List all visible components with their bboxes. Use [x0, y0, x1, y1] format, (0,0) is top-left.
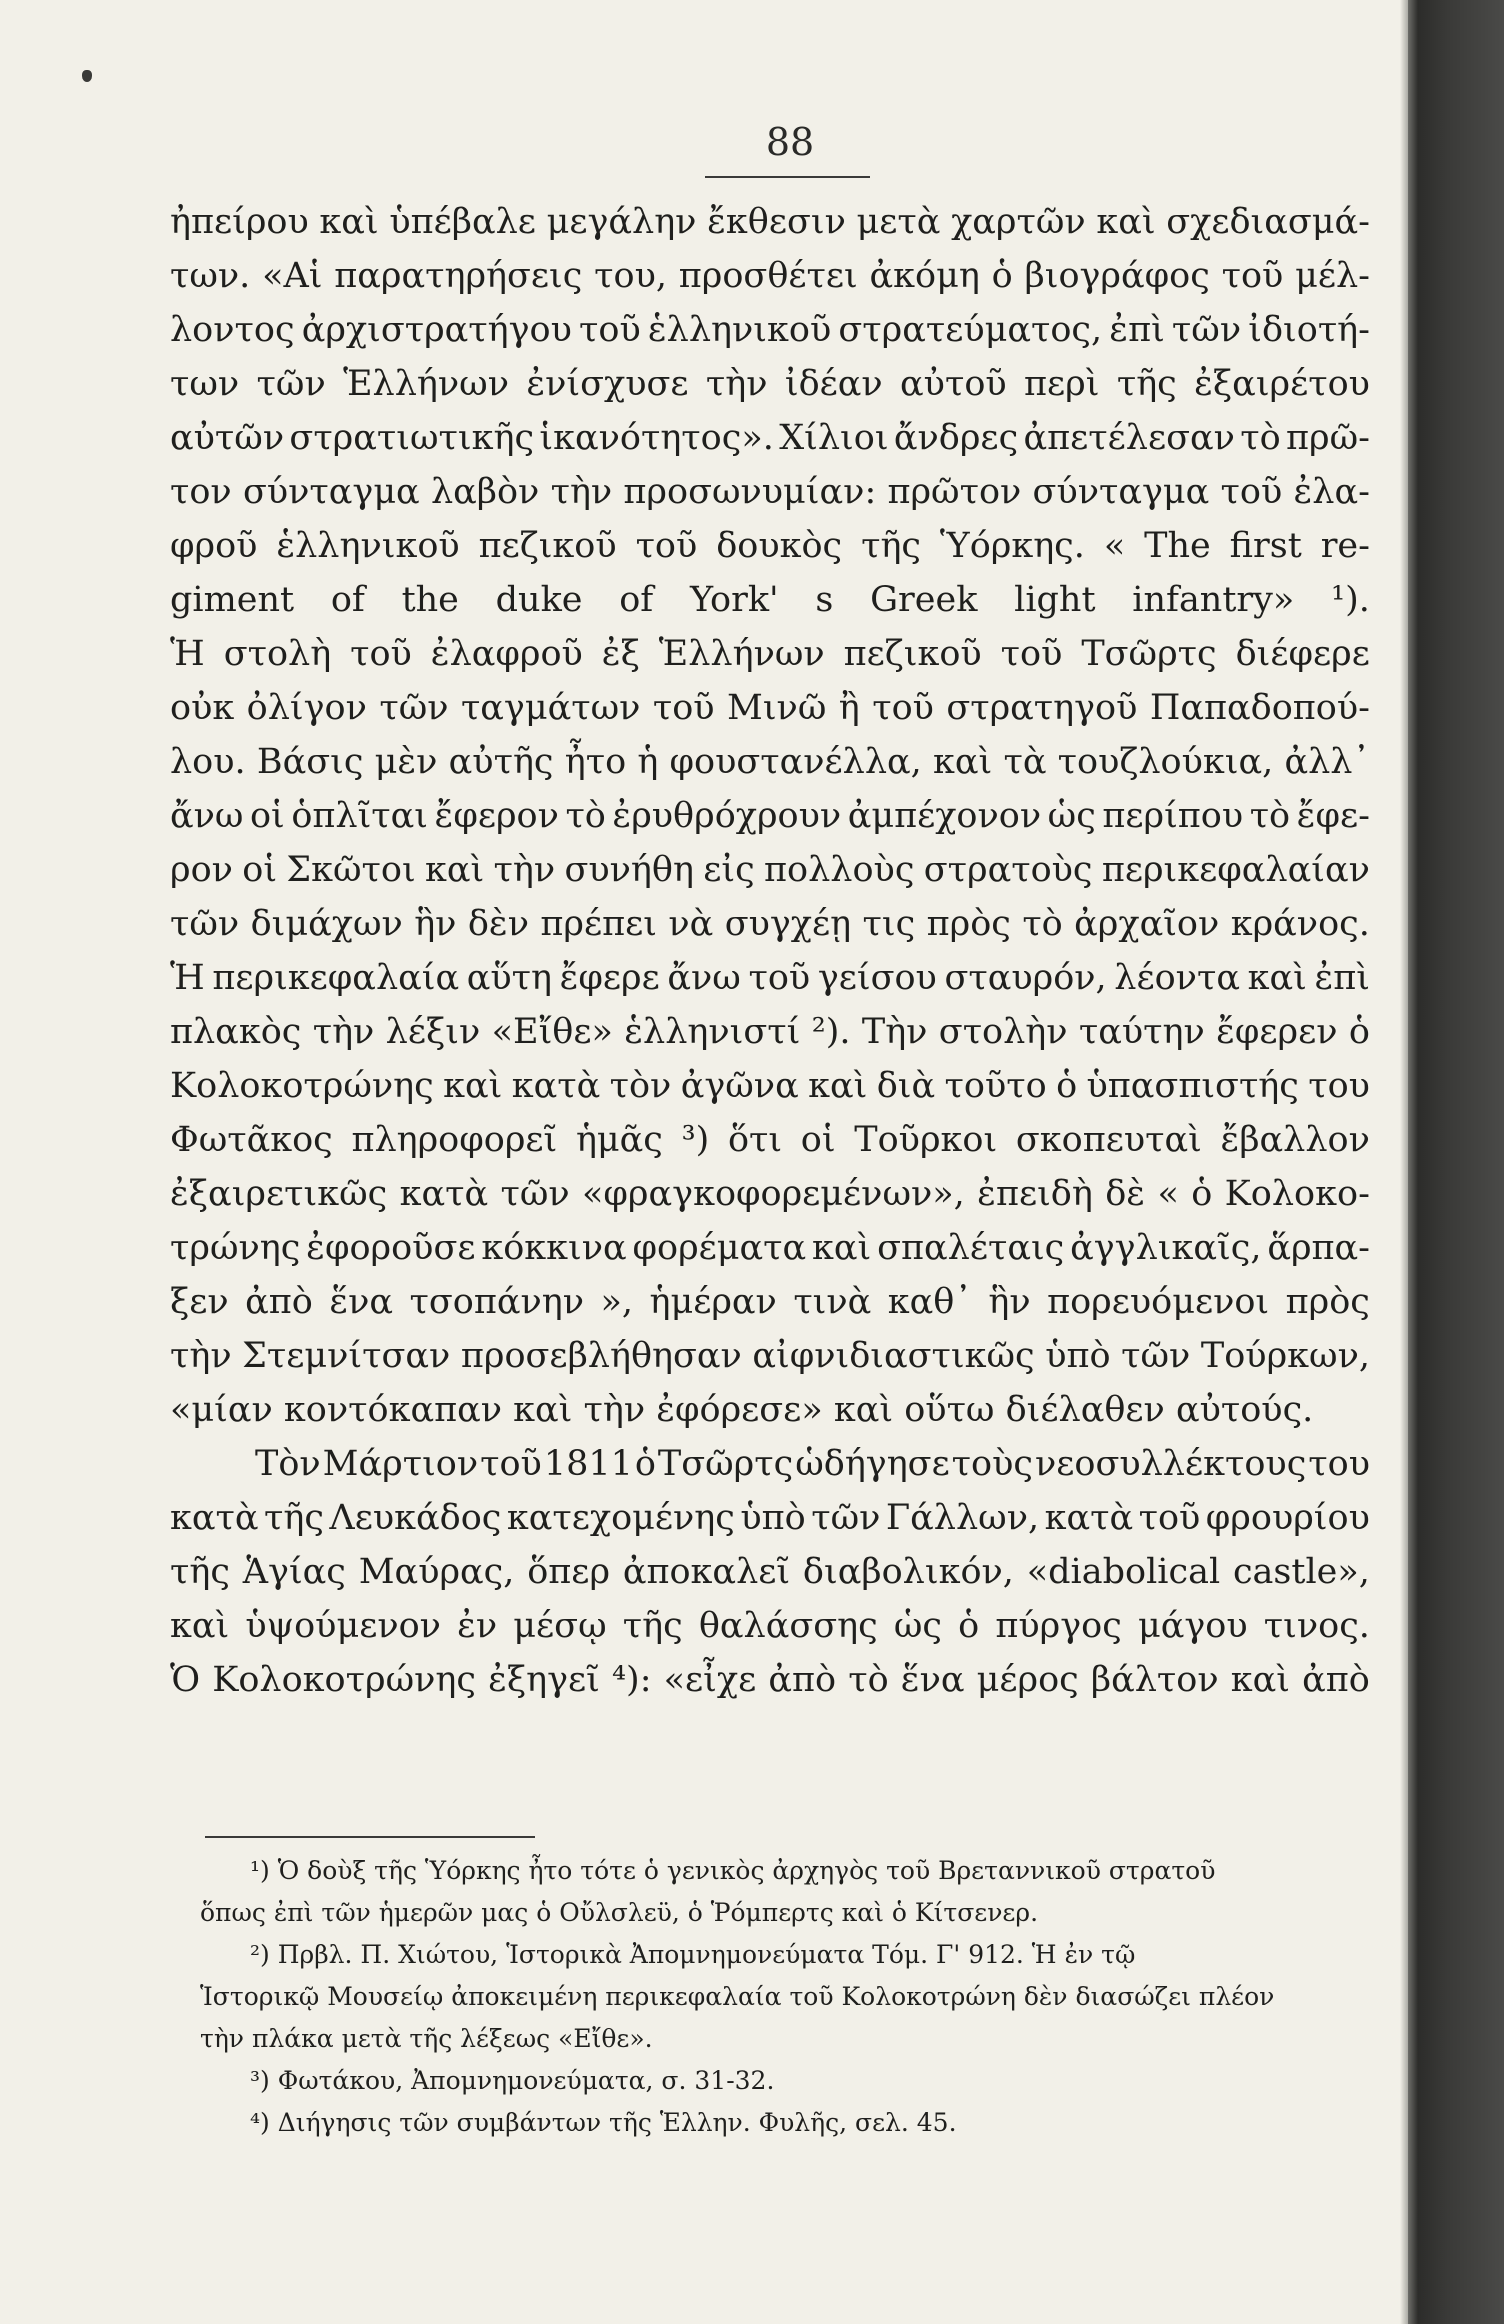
- body-line: τρώνης ἐφοροῦσε κόκκινα φορέματα καὶ σπαλέταις ἀγγλικαῖς, ἅρπα-: [170, 1228, 1370, 1268]
- body-line: ἄνω οἱ ὁπλῖται ἔφερον τὸ ἐρυθρόχρουν ἀμπέχονον ὡς περίπου τὸ ἔφε-: [170, 796, 1370, 836]
- body-line: ξεν ἀπὸ ἕνα τσοπάνην », ἡμέραν τινὰ καθ᾽ ἣν πορευόμενοι πρὸς: [170, 1282, 1370, 1322]
- body-line: ρον οἱ Σκῶτοι καὶ τὴν συνήθη εἰς πολλοὺς στρατοὺς περικεφαλαίαν: [170, 850, 1370, 890]
- body-line: καὶ ὑψούμενον ἐν μέσῳ τῆς θαλάσσης ὡς ὁ πύργος μάγου τινος.: [170, 1606, 1370, 1646]
- body-line: λου. Βάσις μὲν αὐτῆς ἦτο ἡ φουστανέλλα, καὶ τὰ τουζλούκια, ἀλλ᾽: [170, 742, 1370, 782]
- body-line: Φωτᾶκος πληροφορεῖ ἡμᾶς ³) ὅτι οἱ Τοῦρκοι σκοπευταὶ ἔβαλλον: [170, 1120, 1370, 1160]
- footnote-line: τὴν πλάκα μετὰ τῆς λέξεως «Εἴθε».: [200, 2024, 653, 2053]
- footnote-line: ὅπως ἐπὶ τῶν ἡμερῶν μας ὁ Οὔλσλεϋ, ὁ Ῥόμπερτς καὶ ὁ Κίτσενερ.: [200, 1898, 1039, 1927]
- body-line: Ἡ στολὴ τοῦ ἐλαφροῦ ἐξ Ἑλλήνων πεζικοῦ τοῦ Τσῶρτς διέφερε: [170, 634, 1370, 674]
- body-line: αὐτῶν στρατιωτικῆς ἱκανότητος». Χίλιοι ἄνδρες ἀπετέλεσαν τὸ πρῶ-: [170, 418, 1370, 458]
- body-line: των. «Αἱ παρατηρήσεις του, προσθέτει ἀκόμη ὁ βιογράφος τοῦ μέλ-: [170, 256, 1370, 296]
- scanner-edge: [1408, 0, 1504, 2324]
- body-line: ἐξαιρετικῶς κατὰ τῶν «φραγκοφορεμένων», ἐπειδὴ δὲ « ὁ Κολοκο-: [170, 1174, 1370, 1214]
- body-line: φροῦ ἑλληνικοῦ πεζικοῦ τοῦ δουκὸς τῆς Ὑόρκης. « The first re-: [170, 526, 1370, 566]
- body-line: Κολοκοτρώνης καὶ κατὰ τὸν ἀγῶνα καὶ διὰ τοῦτο ὁ ὑπασπιστής του: [170, 1066, 1370, 1106]
- body-line: giment of the duke of York' s Greek light infantry» ¹).: [170, 580, 1370, 620]
- body-line: κατὰ τῆς Λευκάδος κατεχομένης ὑπὸ τῶν Γάλλων, κατὰ τοῦ φρουρίου: [170, 1498, 1370, 1538]
- body-line: τον σύνταγμα λαβὸν τὴν προσωνυμίαν: πρῶτον σύνταγμα τοῦ ἐλα-: [170, 472, 1370, 512]
- page-number: 88: [765, 120, 815, 164]
- footnote-line: ⁴) Διήγησις τῶν συμβάντων τῆς Ἑλλην. Φυλῆς, σελ. 45.: [250, 2108, 957, 2137]
- body-line: τῶν διμάχων ἣν δὲν πρέπει νὰ συγχέῃ τις πρὸς τὸ ἀρχαῖον κράνος.: [170, 904, 1370, 944]
- body-line: λοντος ἀρχιστρατήγου τοῦ ἑλληνικοῦ στρατεύματος, ἐπὶ τῶν ἰδιοτή-: [170, 310, 1370, 350]
- body-line: «μίαν κοντόκαπαν καὶ τὴν ἐφόρεσε» καὶ οὕτω διέλαθεν αὐτούς.: [170, 1390, 1314, 1430]
- footnote-rule: [205, 1836, 535, 1838]
- body-line: Ὁ Κολοκοτρώνης ἐξηγεῖ ⁴): «εἶχε ἀπὸ τὸ ἕνα μέρος βάλτον καὶ ἀπὸ: [170, 1660, 1370, 1700]
- body-line: πλακὸς τὴν λέξιν «Εἴθε» ἑλληνιστί ²). Τὴν στολὴν ταύτην ἔφερεν ὁ: [170, 1012, 1370, 1052]
- footnote-line: ³) Φωτάκου, Ἀπομνημονεύματα, σ. 31-32.: [250, 2066, 775, 2095]
- body-line-paragraph-start: Τὸν Μάρτιον τοῦ 1811 ὁ Τσῶρτς ὡδήγησε τοὺς νεοσυλλέκτους του: [255, 1444, 1370, 1484]
- footnote-line: ²) Πρβλ. Π. Χιώτου, Ἱστορικὰ Ἀπομνημονεύματα Τόμ. Γ' 912. Ἡ ἐν τῷ: [250, 1940, 1136, 1969]
- body-text: [170, 195, 1370, 1707]
- footnote-line: Ἱστορικῷ Μουσείῳ ἀποκειμένη περικεφαλαία τοῦ Κολοκοτρώνη δὲν διασώζει πλέον: [200, 1982, 1275, 2011]
- body-line: οὐκ ὀλίγον τῶν ταγμάτων τοῦ Μινῶ ἢ τοῦ στρατηγοῦ Παπαδοπού-: [170, 688, 1370, 728]
- footnote-line: ¹) Ὁ δοὺξ τῆς Ὑόρκης ἦτο τότε ὁ γενικὸς ἀρχηγὸς τοῦ Βρεταννικοῦ στρατοῦ: [250, 1856, 1216, 1885]
- footnotes: [200, 1850, 1375, 2144]
- page-number-rule: [705, 176, 870, 178]
- body-line: ἠπείρου καὶ ὑπέβαλε μεγάλην ἔκθεσιν μετὰ χαρτῶν καὶ σχεδιασμά-: [170, 202, 1370, 242]
- body-line: τὴν Στεμνίτσαν προσεβλήθησαν αἰφνιδιαστικῶς ὑπὸ τῶν Τούρκων,: [170, 1336, 1370, 1376]
- body-line: των τῶν Ἑλλήνων ἐνίσχυσε τὴν ἰδέαν αὐτοῦ περὶ τῆς ἐξαιρέτου: [170, 364, 1370, 404]
- ink-spot: [82, 70, 92, 82]
- body-line: Ἡ περικεφαλαία αὕτη ἔφερε ἄνω τοῦ γείσου σταυρόν, λέοντα καὶ ἐπὶ: [170, 958, 1370, 998]
- body-line: τῆς Ἁγίας Μαύρας, ὅπερ ἀποκαλεῖ διαβολικόν, «diabolical castle»,: [170, 1552, 1370, 1592]
